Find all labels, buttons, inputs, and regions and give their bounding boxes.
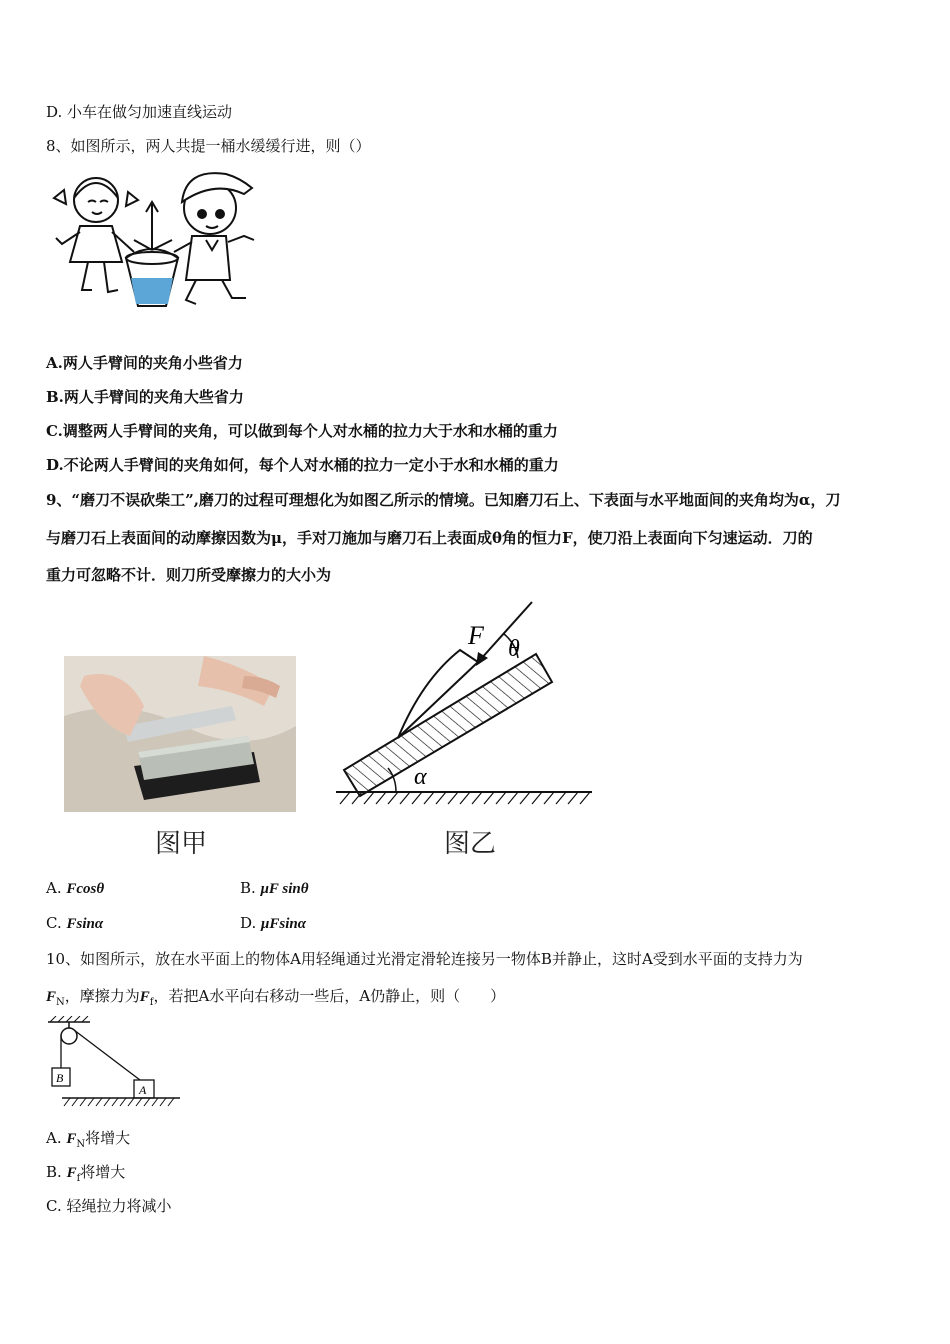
label-B: B: [56, 1071, 64, 1085]
q8-option-c: C.调整两人手臂间的夹角，可以做到每个人对水桶的拉力大于水和水桶的重力: [46, 422, 558, 440]
q10-option-b: [46, 1161, 125, 1184]
boy-figure: [174, 173, 254, 304]
force-arrow-shaft: [480, 602, 532, 660]
q8-stem: 8、如图所示，两人共提一桶水缓缓行进，则（）: [46, 137, 371, 155]
q10-option-b-var: F: [66, 1165, 77, 1181]
q10-var-F2: F: [139, 989, 150, 1005]
q9-stem-line3: 重力可忽略不计．则刀所受摩擦力的大小为: [46, 566, 332, 584]
q9-option-c-expr: Fsinα: [66, 916, 104, 932]
rope-to-A: [74, 1030, 140, 1080]
q8-option-a: A.两人手臂间的夹角小些省力: [46, 354, 243, 372]
q9-stem-line2: 与磨刀石上表面间的动摩擦因数为μ，手对刀施加与磨刀石上表面成θ角的恒力F，使刀沿上表面向下匀速运动．刀的: [46, 529, 813, 547]
q8-option-d: D.不论两人手臂间的夹角如何，每个人对水桶的拉力一定小于水和水桶的重力: [46, 456, 559, 474]
q10-option-b-sub: f: [76, 1173, 81, 1184]
bucket: [126, 202, 178, 306]
q9-option-b-expr: μF sinθ: [260, 881, 309, 897]
q9-option-a: [46, 879, 104, 898]
q10-option-a: [46, 1127, 130, 1150]
q9-stem-line1: 9、“磨刀不误砍柴工”,磨刀的过程可理想化为如图乙所示的情境。已知磨刀石上、下表面与水平地面间的夹角均为α，刀: [46, 491, 841, 509]
q10-option-a-rest: 将增大: [85, 1129, 131, 1147]
q10-option-a-var: F: [66, 1131, 77, 1147]
caption-fig-jia: 图甲: [155, 829, 208, 859]
q8-option-b: B.两人手臂间的夹角大些省力: [46, 388, 244, 406]
q9-option-d-expr: μFsinα: [261, 916, 307, 932]
girl-figure: [54, 178, 138, 292]
q9-photo-sharpening: [64, 656, 296, 812]
q10-option-b-rest: 将增大: [80, 1163, 126, 1181]
q10-option-c: C. 轻绳拉力将减小: [46, 1197, 172, 1215]
floor-hatching: [64, 1098, 174, 1106]
q10-option-b-prefix: B.: [46, 1163, 67, 1181]
ceiling-hatching: [50, 1016, 88, 1022]
q10-sub-f: f: [149, 997, 154, 1008]
q9-option-d: [240, 914, 306, 933]
q10-text-b: ，摩擦力为: [64, 987, 140, 1005]
q9-diagram-yi: [332, 596, 600, 812]
q9-option-c: [46, 914, 103, 933]
q10-option-a-sub: N: [76, 1139, 86, 1150]
q8-figure-kids-carrying-bucket: [46, 170, 262, 316]
q10-var-F1: F: [46, 989, 57, 1005]
ground-hatching: [340, 792, 590, 804]
q10-stem-line1: 10、如图所示，放在水平面上的物体A用轻绳通过光滑定滑轮连接另一物体B并静止，这时A受到水平面的支持力为: [46, 950, 803, 968]
q10-option-a-prefix: A.: [46, 1129, 67, 1147]
q9-option-b: [240, 879, 309, 898]
label-A: A: [139, 1083, 147, 1097]
caption-fig-yi: 图乙: [444, 829, 497, 859]
q9-option-c-prefix: C.: [46, 914, 67, 932]
q9-option-a-expr: Fcosθ: [66, 881, 105, 897]
q10-stem-line2: [46, 985, 505, 1008]
q10-sub-N: N: [56, 997, 65, 1008]
q9-option-a-prefix: A.: [46, 879, 67, 897]
label-alpha: α: [414, 764, 427, 790]
q10-figure-pulley: [44, 1016, 184, 1108]
q7-option-d: D. 小车在做匀加速直线运动: [46, 103, 233, 121]
q10-text-d: ，若把A水平向右移动一些后，A仍静止，则（ ）: [153, 987, 506, 1005]
label-theta: θ: [508, 636, 520, 662]
q9-option-d-prefix: D.: [240, 914, 262, 932]
label-F: F: [468, 621, 484, 650]
q9-option-b-prefix: B.: [240, 879, 261, 897]
